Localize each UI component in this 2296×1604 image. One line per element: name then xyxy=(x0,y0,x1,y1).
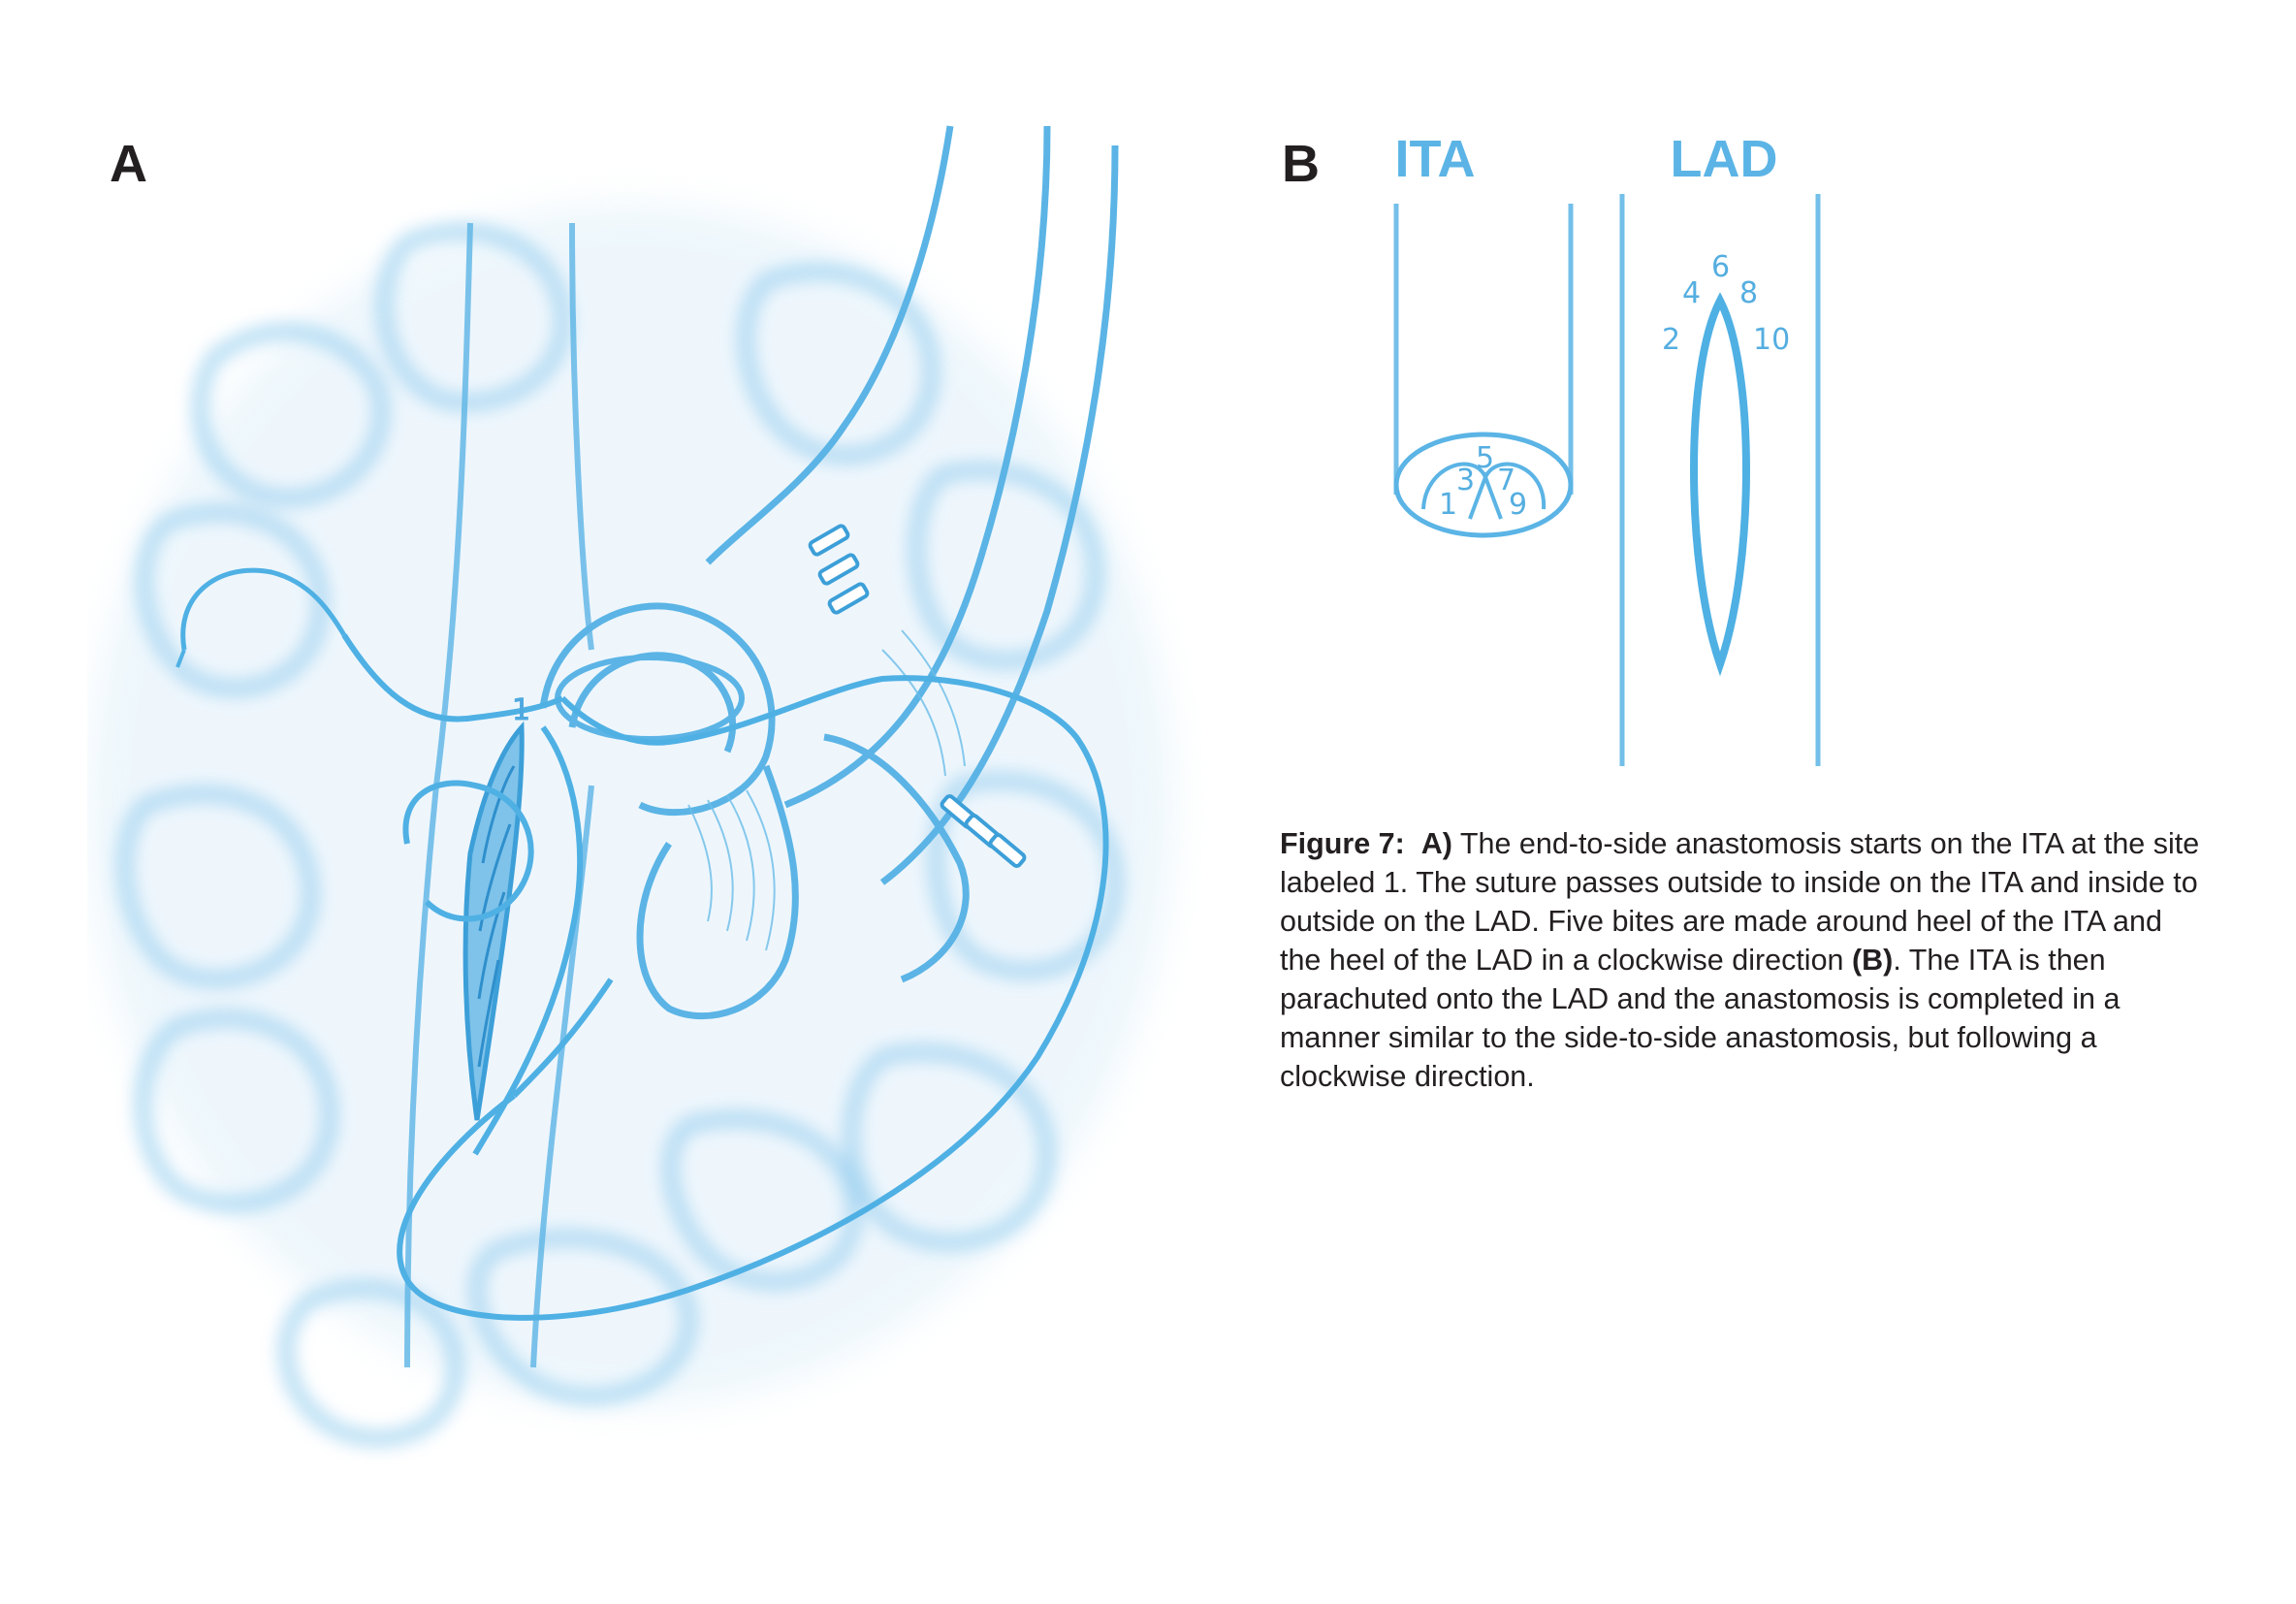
caption-text-2: . The ITA is then parachuted onto the LAD and the anastomosis is completed in a manner similar to the side-to-side anastomosis, but following a clockwise direction. xyxy=(1280,944,2121,1093)
lad-stitch-10: 10 xyxy=(1753,323,1791,357)
stitch-order-diagram xyxy=(1338,116,1881,795)
lad-stitch-2: 2 xyxy=(1662,323,1681,357)
panel-a-label: A xyxy=(110,135,147,193)
anastomosis-illustration xyxy=(87,107,1241,1503)
caption-figure-label: Figure 7: xyxy=(1280,827,1405,860)
lad-stitch-6: 6 xyxy=(1711,250,1731,284)
panel-b-label: B xyxy=(1282,135,1320,193)
lad-stitch-4: 4 xyxy=(1682,276,1702,310)
ita-stitch-5: 5 xyxy=(1476,441,1495,475)
lad-title: LAD xyxy=(1670,130,1778,188)
stitch-label-1: 1 xyxy=(512,693,531,727)
caption-text-1: The end-to-side anastomosis starts on the ITA at the site labeled 1. The suture passes outside to inside on the ITA and inside to outside on the LAD. Five bites are made around heel of the ITA and the heel of the LAD in a clockwise direction xyxy=(1280,827,2200,977)
ita-column xyxy=(1395,130,1571,535)
caption-part-b: (B) xyxy=(1852,944,1894,977)
lad-column xyxy=(1622,130,1818,766)
figure-caption xyxy=(1280,824,2211,1096)
ita-stitch-7: 7 xyxy=(1497,464,1516,497)
ita-stitch-9: 9 xyxy=(1509,488,1528,522)
ita-title: ITA xyxy=(1394,130,1476,188)
ita-stitch-3: 3 xyxy=(1456,464,1476,497)
ita-stitch-1: 1 xyxy=(1439,488,1458,522)
caption-part-a: A) xyxy=(1420,827,1452,860)
lad-stitch-8: 8 xyxy=(1739,276,1759,310)
